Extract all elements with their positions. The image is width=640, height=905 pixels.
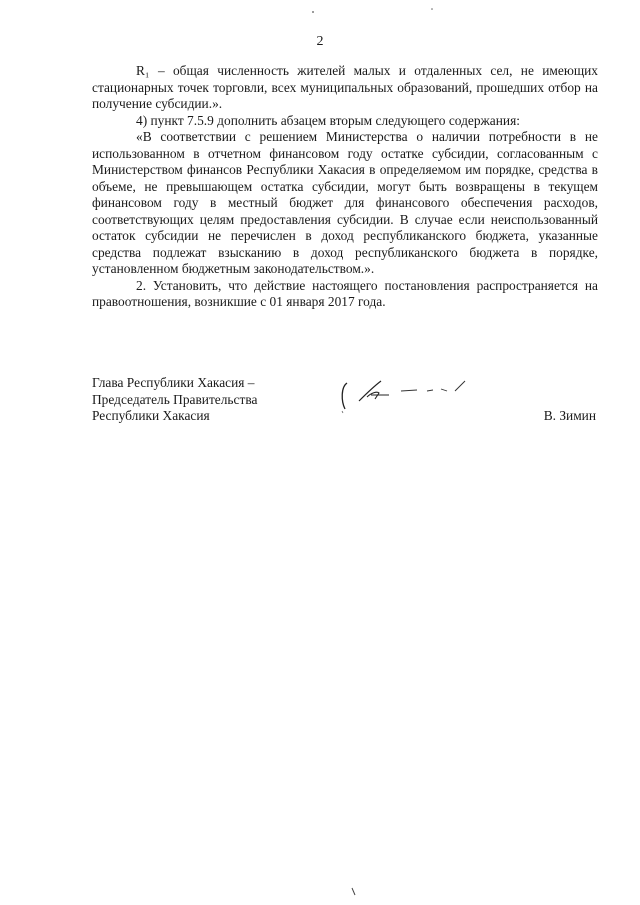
paragraph-definition: R₁ – общая численность жителей малых и отдаленных сел, не имеющих стационарных точек торговли, всех муниципальных образований, прошедших отбор на получение субсидии.». bbox=[92, 63, 598, 111]
paragraph-amendment-item: 4) пункт 7.5.9 дополнить абзацем вторым следующего содержания: bbox=[136, 112, 520, 128]
paragraph-effective-date: 2. Установить, что действие настоящего постановления распространяется на правоотношения, возникшие с 01 января 2017 года. bbox=[92, 277, 598, 309]
signatory-title bbox=[92, 375, 257, 425]
paragraph-quoted-text: «В соответствии с решением Министерства о наличии потребности в не использованном в отчетном финансовом году остатке субсидии, согласованным с Министерством финансов Республики Хакасия в определяемом им порядке, средства в объеме, не превышающем остатка субсидии, могут быть возвращены в текущем финансовом году в местный бюджет для финансового обеспечения расходов, соответствующих целям предоставления субсидии. В случае если неиспользованный остаток субсидии не перечислен в доход республиканского бюджета, указанные средства подлежат взысканию в доход республиканского бюджета в порядке, установленном бюджетным законодательством.». bbox=[92, 129, 598, 276]
signature-block bbox=[92, 375, 598, 435]
signatory-title-line: Председатель Правительства bbox=[92, 391, 258, 407]
signatory-name: В. Зимин bbox=[543, 408, 596, 423]
handwritten-signature bbox=[337, 371, 487, 421]
page-number: 2 bbox=[316, 34, 324, 49]
document-body bbox=[92, 63, 598, 311]
signatory-title-line: Глава Республики Хакасия – bbox=[92, 375, 255, 390]
signatory-title-line: Республики Хакасия bbox=[92, 408, 210, 423]
